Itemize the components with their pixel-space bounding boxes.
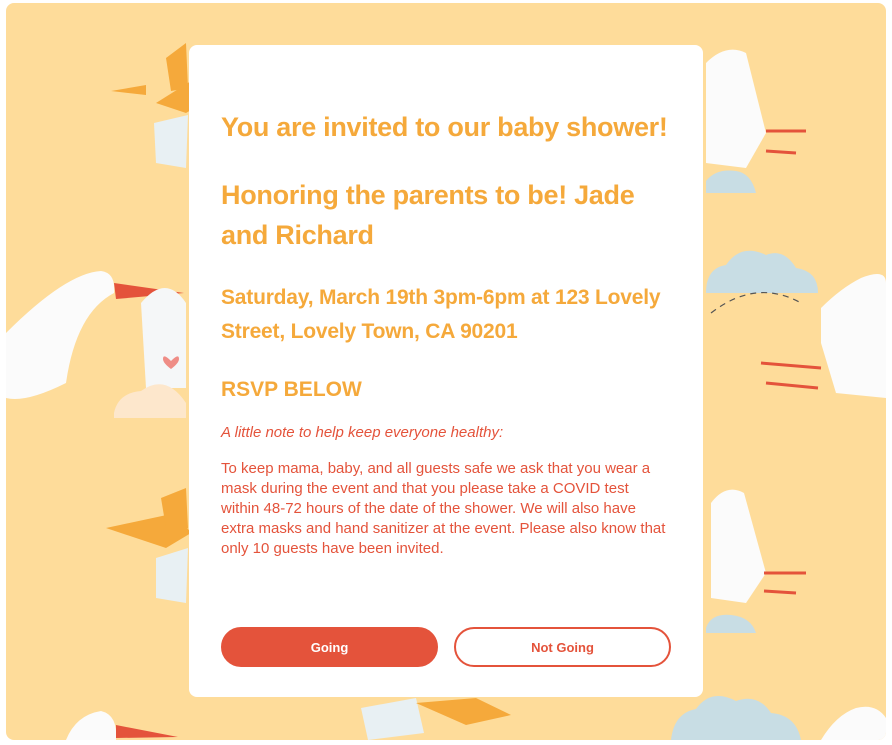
going-button[interactable]: Going (221, 627, 438, 667)
cloud-illustration (671, 696, 886, 740)
event-details: Saturday, March 19th 3pm-6pm at 123 Lovely Street, Lovely Town, CA 90201 (221, 286, 661, 343)
invitation-frame (6, 3, 886, 740)
health-note-heading: A little note to help keep everyone healthy: (221, 424, 504, 441)
orange-bird-illustration (106, 488, 191, 603)
not-going-button[interactable]: Not Going (454, 627, 671, 667)
stork-with-baby-bundle-illustration (6, 271, 186, 418)
rsvp-heading: RSVP BELOW (221, 378, 362, 401)
health-note-body: To keep mama, baby, and all guests safe we ask that you wear a mask during the event and that you please take a COVID test within 48-72 hours of the date of the shower. We will also have extra masks and hand sanitizer at the event. Please also know that only 10 guests have been invited. (221, 460, 666, 557)
rsvp-buttons (221, 627, 671, 667)
envelope-bird-illustration (361, 698, 511, 740)
invitation-card (189, 45, 703, 697)
cloud-illustration (706, 251, 818, 313)
invitation-content (221, 107, 671, 559)
honoring-heading: Honoring the parents to be! Jade and Richard (221, 180, 635, 250)
stork-wing-illustration (706, 490, 806, 633)
stork-head-illustration (66, 711, 178, 740)
invitation-title: You are invited to our baby shower! (221, 112, 668, 142)
stork-wing-illustration (706, 50, 806, 193)
